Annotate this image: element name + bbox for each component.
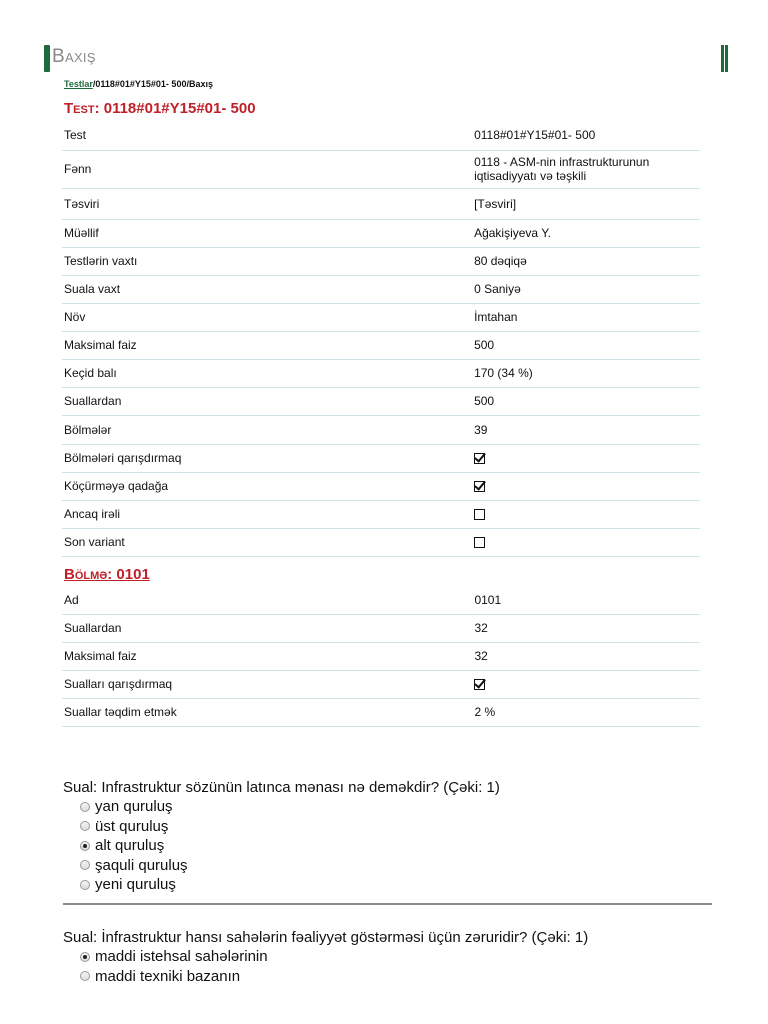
info-value: 0118#01#Y15#01- 500 [472,120,700,150]
info-value: Ağakişiyeva Y. [472,219,700,247]
test-title-value: : 0118#01#Y15#01- 500 [94,100,256,117]
answer-option-label: yeni quruluş [95,876,176,894]
info-label: Suallardan [62,387,472,415]
radio-unselected-icon[interactable] [80,971,90,981]
info-label: Test [62,120,472,150]
info-label: Sualları qarışdırmaq [62,670,472,698]
answer-option[interactable] [80,817,188,837]
radio-unselected-icon[interactable] [80,802,90,812]
info-row-kecid-bali [62,359,700,387]
info-value: 0 Saniyə [472,275,700,303]
info-row-maksimal-faiz [62,331,700,359]
info-label: Testlərin vaxtı [62,247,472,275]
info-row-fenn [62,150,700,188]
info-value: 32 [472,642,700,670]
info-row-ancaq-ireli [62,500,700,528]
info-label: Bölmələr [62,415,472,444]
radio-unselected-icon[interactable] [80,821,90,831]
info-row-muellif [62,219,700,247]
info-value: 0118 - ASM-nin infrastrukturunun iqtisadiyyatı və təşkili [472,150,700,188]
test-title [64,100,256,117]
question-options [80,797,188,895]
question-divider [63,903,712,905]
info-value: 39 [472,415,700,444]
answer-option-label: şaquli quruluş [95,856,188,874]
answer-option[interactable] [80,836,188,856]
section-info-table [62,586,700,727]
info-row-suala-vaxt [62,275,700,303]
checked-checkbox[interactable] [474,481,485,492]
info-row-suallari-qarisdirmaq [62,670,700,698]
info-label: Ancaq irəli [62,500,472,528]
section-title-value: : 0101 [107,566,150,583]
info-label: Maksimal faiz [62,331,472,359]
answer-option[interactable] [80,875,188,895]
breadcrumb-link-testlar[interactable]: Testlar [64,79,93,89]
info-label: Köçürməyə qadağa [62,472,472,500]
question-text: Sual: İnfrastruktur hansı sahələrin fəaliyyət göstərməsi üçün zəruridir? (Çəki: 1) [63,929,589,946]
info-label: Suallar təqdim etmək [62,698,472,726]
radio-selected-icon[interactable] [80,841,90,851]
info-row-suallar-teqdim-etmek [62,698,700,726]
section-title-prefix: Bölmə [64,566,108,583]
info-value: 32 [472,614,700,642]
checked-checkbox[interactable] [474,453,485,464]
page-header [44,42,728,74]
answer-option[interactable] [80,947,268,967]
info-value: 500 [472,331,700,359]
info-row-suallardan [62,387,700,415]
info-value: İmtahan [472,303,700,331]
info-row-bolmeleri-qarisdirmaq [62,444,700,472]
info-row-kocurmeye-qadaga [62,472,700,500]
info-row-nov [62,303,700,331]
question-text: Sual: Infrastruktur sözünün latınca mənası nə deməkdir? (Çəki: 1) [63,779,500,796]
unchecked-checkbox[interactable] [474,509,485,520]
answer-option-label: maddi texniki bazanın [95,967,241,985]
breadcrumb-path: /0118#01#Y15#01- 500/Baxış [92,79,213,89]
info-value-cell [472,444,700,472]
info-value: 170 (34 %) [472,359,700,387]
info-row-ad [62,586,700,614]
header-accent-bar [44,45,50,72]
radio-unselected-icon[interactable] [80,860,90,870]
info-row-tesviri [62,188,700,219]
info-label: Suala vaxt [62,275,472,303]
info-value-cell [472,500,700,528]
info-label: Bölmələri qarışdırmaq [62,444,472,472]
info-value: [Təsviri] [472,188,700,219]
info-label: Növ [62,303,472,331]
info-label: Keçid balı [62,359,472,387]
answer-option[interactable] [80,797,188,817]
info-row-test [62,120,700,150]
page-title: Baxış [52,46,96,67]
unchecked-checkbox[interactable] [474,537,485,548]
info-value: 80 dəqiqə [472,247,700,275]
info-value: 2 % [472,698,700,726]
info-value: 0101 [472,586,700,614]
radio-unselected-icon[interactable] [80,880,90,890]
info-row-son-variant [62,528,700,556]
info-value-cell [472,528,700,556]
info-label: Fənn [62,150,472,188]
test-title-prefix: Test [64,100,95,117]
section-title[interactable] [64,566,150,583]
info-label: Son variant [62,528,472,556]
info-row-bolmeler [62,415,700,444]
answer-option-label: alt quruluş [95,837,165,855]
header-right-accent [721,45,728,72]
answer-option-label: üst quruluş [95,817,169,835]
test-info-table [62,120,700,557]
answer-option-label: yan quruluş [95,798,173,816]
info-row-testlerin-vaxti [62,247,700,275]
info-value-cell [472,670,700,698]
radio-selected-icon[interactable] [80,952,90,962]
checked-checkbox[interactable] [474,679,485,690]
info-label: Ad [62,586,472,614]
question-options [80,947,268,986]
answer-option[interactable] [80,967,268,987]
breadcrumb [64,79,213,89]
answer-option-label: maddi istehsal sahələrinin [95,948,268,966]
info-value: 500 [472,387,700,415]
info-value-cell [472,472,700,500]
info-row-suallardan [62,614,700,642]
info-label: Suallardan [62,614,472,642]
info-row-maksimal-faiz [62,642,700,670]
info-label: Təsviri [62,188,472,219]
info-label: Müəllif [62,219,472,247]
answer-option[interactable] [80,856,188,876]
info-label: Maksimal faiz [62,642,472,670]
